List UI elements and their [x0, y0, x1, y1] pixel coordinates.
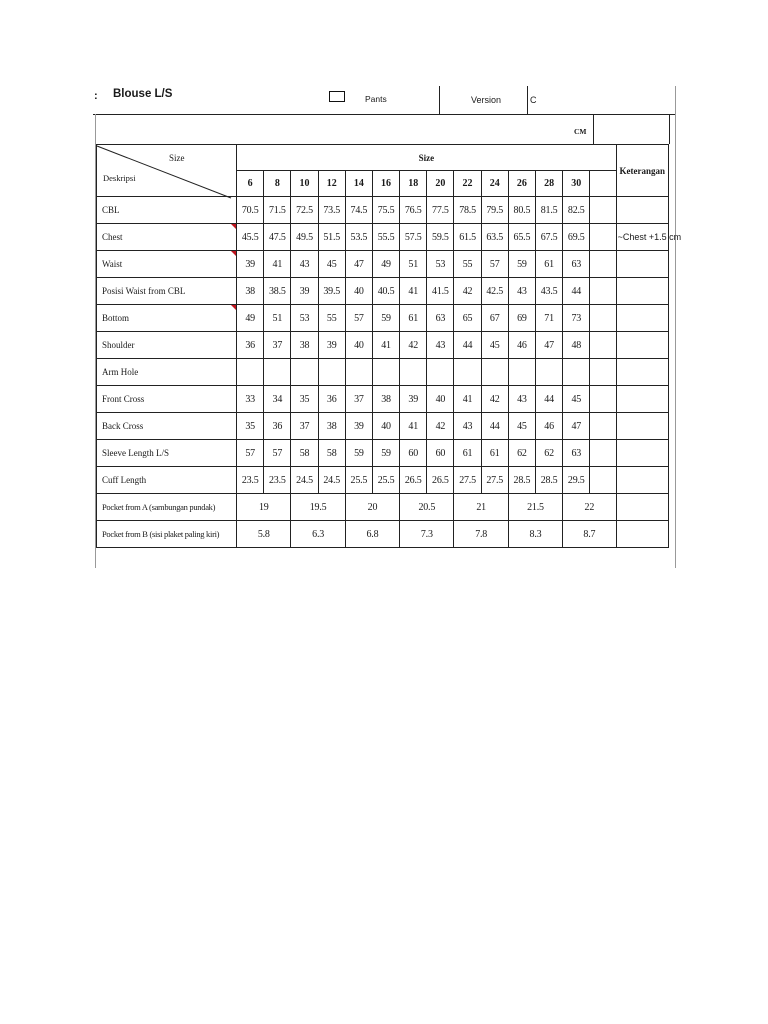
- measurement-label-text: Bottom: [102, 313, 130, 323]
- measurement-value: 63: [427, 305, 454, 332]
- measurement-value: 39: [400, 386, 427, 413]
- measurement-label: [97, 359, 237, 386]
- measurement-value: 55: [318, 305, 345, 332]
- pocket-value: 8.7: [563, 521, 616, 548]
- measurement-value: 46: [535, 413, 562, 440]
- measurement-value: 40: [372, 413, 399, 440]
- measurement-value: 47: [345, 251, 372, 278]
- comment-marker-icon: [231, 251, 236, 256]
- pocket-value: 22: [563, 494, 616, 521]
- measurement-label-text: CBL: [102, 205, 120, 215]
- measurement-value: [590, 467, 616, 494]
- measurement-value: 57: [481, 251, 508, 278]
- keterangan-note: ~Chest +1.5 cm: [616, 224, 668, 251]
- size-column-header: 14: [345, 171, 372, 197]
- measurement-value: 59.5: [427, 224, 454, 251]
- measurement-value: 41: [372, 332, 399, 359]
- measurement-value: 24.5: [291, 467, 318, 494]
- measurement-value: 63: [563, 251, 590, 278]
- measurement-value: 35: [291, 386, 318, 413]
- pocket-value: 7.3: [400, 521, 454, 548]
- measurement-value: 70.5: [237, 197, 264, 224]
- measurement-value: 44: [481, 413, 508, 440]
- measurement-value: 57: [264, 440, 291, 467]
- measurement-value: 73: [563, 305, 590, 332]
- pants-label: Pants: [365, 94, 387, 104]
- measurement-value: 27.5: [454, 467, 481, 494]
- measurement-value: 40.5: [372, 278, 399, 305]
- measurement-value: 80.5: [508, 197, 535, 224]
- pocket-value: 5.8: [237, 521, 291, 548]
- size-column-header: 16: [372, 171, 399, 197]
- measurement-value: 79.5: [481, 197, 508, 224]
- measurement-value: 59: [345, 440, 372, 467]
- keterangan-note: [616, 197, 668, 224]
- measurement-value: 67: [481, 305, 508, 332]
- measurement-value: 42: [427, 413, 454, 440]
- keterangan-header: Keterangan: [616, 145, 668, 197]
- measurement-value: 77.5: [427, 197, 454, 224]
- pocket-label: Pocket from B (sisi plaket paling kiri): [97, 521, 237, 548]
- measurement-value: 57: [237, 440, 264, 467]
- unit-label: CM: [574, 127, 587, 136]
- measurement-value: 42.5: [481, 278, 508, 305]
- unit-divider: [593, 114, 594, 144]
- measurement-value: 44: [454, 332, 481, 359]
- measurement-value: 46: [508, 332, 535, 359]
- measurement-row: [97, 278, 669, 305]
- measurement-value: 59: [372, 440, 399, 467]
- measurement-value: 41: [264, 251, 291, 278]
- measurement-value: 45: [481, 332, 508, 359]
- unit-row: [96, 114, 670, 144]
- measurement-value: 53: [427, 251, 454, 278]
- measurement-value: 36: [318, 386, 345, 413]
- measurement-value: 38.5: [264, 278, 291, 305]
- measurement-value: 61: [535, 251, 562, 278]
- size-column-header: 12: [318, 171, 345, 197]
- pocket-value: 6.8: [345, 521, 399, 548]
- measurement-value: [590, 332, 616, 359]
- measurement-value: 27.5: [481, 467, 508, 494]
- size-spec-sheet: [93, 86, 682, 568]
- measurement-value: 51: [264, 305, 291, 332]
- measurement-value: 24.5: [318, 467, 345, 494]
- keterangan-note: [616, 440, 668, 467]
- measurement-value: 51.5: [318, 224, 345, 251]
- measurement-value: 73.5: [318, 197, 345, 224]
- measurement-value: [590, 197, 616, 224]
- measurement-value: 74.5: [345, 197, 372, 224]
- header-colon: :: [94, 90, 98, 102]
- measurement-value: 65.5: [508, 224, 535, 251]
- measurement-value: 28.5: [535, 467, 562, 494]
- measurement-value: 36: [264, 413, 291, 440]
- measurement-label: [97, 251, 237, 278]
- measurement-value: [590, 413, 616, 440]
- measurement-value: [535, 359, 562, 386]
- size-group-header: Size: [237, 145, 616, 171]
- measurement-row: [97, 332, 669, 359]
- measurement-value: [264, 359, 291, 386]
- measurement-row: [97, 359, 669, 386]
- measurement-value: [590, 305, 616, 332]
- keterangan-note: [616, 359, 668, 386]
- measurement-value: 39: [237, 251, 264, 278]
- measurement-value: 33: [237, 386, 264, 413]
- measurement-value: 57: [345, 305, 372, 332]
- measurement-value: [481, 359, 508, 386]
- measurement-value: 63: [563, 440, 590, 467]
- measurement-value: 39: [291, 278, 318, 305]
- keterangan-note: [616, 332, 668, 359]
- measurement-value: 23.5: [264, 467, 291, 494]
- measurement-value: 57.5: [400, 224, 427, 251]
- measurement-row: [97, 224, 669, 251]
- measurement-label: [97, 278, 237, 305]
- measurement-row: [97, 386, 669, 413]
- comment-marker-icon: [231, 305, 236, 310]
- measurement-value: 71: [535, 305, 562, 332]
- measurement-value: 40: [345, 332, 372, 359]
- measurement-value: 51: [400, 251, 427, 278]
- measurement-value: 47: [563, 413, 590, 440]
- measurement-value: 59: [508, 251, 535, 278]
- measurement-value: 60: [427, 440, 454, 467]
- measurement-value: 37: [291, 413, 318, 440]
- measurement-value: 82.5: [563, 197, 590, 224]
- measurement-label: [97, 467, 237, 494]
- measurement-value: [345, 359, 372, 386]
- measurement-value: [318, 359, 345, 386]
- measurement-value: 61: [400, 305, 427, 332]
- measurement-value: 36: [237, 332, 264, 359]
- measurement-value: 61: [481, 440, 508, 467]
- pocket-value: 19.5: [291, 494, 345, 521]
- size-column-header: 6: [237, 171, 264, 197]
- measurement-value: [563, 359, 590, 386]
- measurement-value: [454, 359, 481, 386]
- measurement-value: 42: [454, 278, 481, 305]
- measurement-label: [97, 413, 237, 440]
- measurement-value: 55: [454, 251, 481, 278]
- measurement-value: 41: [400, 278, 427, 305]
- measurement-value: 40: [345, 278, 372, 305]
- measurement-value: 45.5: [237, 224, 264, 251]
- size-column-header: 26: [508, 171, 535, 197]
- diagonal-header-cell: [97, 145, 237, 197]
- measurement-value: 47: [535, 332, 562, 359]
- measurement-value: [590, 251, 616, 278]
- measurement-value: 44: [535, 386, 562, 413]
- measurement-value: [590, 359, 616, 386]
- header-divider: [527, 86, 528, 114]
- pants-checkbox[interactable]: [329, 91, 345, 102]
- keterangan-note: [616, 278, 668, 305]
- measurement-value: 41: [400, 413, 427, 440]
- diagonal-deskripsi-label: Deskripsi: [103, 172, 136, 183]
- measurement-value: 47.5: [264, 224, 291, 251]
- measurement-value: 45: [563, 386, 590, 413]
- size-column-header: 30: [563, 171, 590, 197]
- keterangan-note: [616, 251, 668, 278]
- measurement-label-text: Sleeve Length L/S: [102, 448, 169, 458]
- measurement-value: 76.5: [400, 197, 427, 224]
- measurement-value: 58: [291, 440, 318, 467]
- measurement-value: 63.5: [481, 224, 508, 251]
- measurement-value: 45: [508, 413, 535, 440]
- measurement-value: 41: [454, 386, 481, 413]
- measurement-row: [97, 440, 669, 467]
- size-column-header: 22: [454, 171, 481, 197]
- measurement-value: 38: [372, 386, 399, 413]
- measurement-label: [97, 440, 237, 467]
- pocket-label: Pocket from A (sambungan pundak): [97, 494, 237, 521]
- version-label: Version: [471, 95, 502, 105]
- measurement-row: [97, 251, 669, 278]
- measurement-label-text: Cuff Length: [102, 475, 147, 485]
- measurement-label: [97, 386, 237, 413]
- measurement-value: 48: [563, 332, 590, 359]
- sheet-header: [93, 86, 676, 115]
- measurement-label-text: Chest: [102, 232, 123, 242]
- keterangan-note: [616, 467, 668, 494]
- measurement-label-text: Posisi Waist from CBL: [102, 286, 186, 296]
- size-column-header: 8: [264, 171, 291, 197]
- measurement-value: 43: [454, 413, 481, 440]
- pocket-row: [97, 494, 669, 521]
- measurement-value: 37: [264, 332, 291, 359]
- measurement-value: 49: [237, 305, 264, 332]
- measurement-value: 39.5: [318, 278, 345, 305]
- measurement-value: [508, 359, 535, 386]
- measurement-value: 40: [427, 386, 454, 413]
- measurement-value: 43: [291, 251, 318, 278]
- size-header-row: [97, 145, 669, 171]
- measurement-value: [291, 359, 318, 386]
- measurement-value: 55.5: [372, 224, 399, 251]
- measurement-label: [97, 224, 237, 251]
- measurement-value: 43: [427, 332, 454, 359]
- size-column-header: 20: [427, 171, 454, 197]
- size-column-header: 24: [481, 171, 508, 197]
- measurement-value: [372, 359, 399, 386]
- measurement-value: [590, 224, 616, 251]
- keterangan-note: [616, 305, 668, 332]
- version-value: C: [530, 95, 537, 105]
- measurement-value: 81.5: [535, 197, 562, 224]
- measurement-value: 38: [318, 413, 345, 440]
- measurement-value: 49: [372, 251, 399, 278]
- pocket-value: 19: [237, 494, 291, 521]
- pocket-value: 6.3: [291, 521, 345, 548]
- measurement-value: 35: [237, 413, 264, 440]
- measurement-value: 53.5: [345, 224, 372, 251]
- keterangan-note: [616, 494, 668, 521]
- measurement-value: 23.5: [237, 467, 264, 494]
- size-column-header: 18: [400, 171, 427, 197]
- measurement-value: [427, 359, 454, 386]
- measurement-label: [97, 305, 237, 332]
- sheet-right-edge: [675, 86, 676, 568]
- pocket-value: 7.8: [454, 521, 508, 548]
- keterangan-note: [616, 521, 668, 548]
- measurement-value: [590, 440, 616, 467]
- measurement-value: 61.5: [454, 224, 481, 251]
- measurement-row: [97, 467, 669, 494]
- measurement-value: 62: [508, 440, 535, 467]
- measurement-value: 49.5: [291, 224, 318, 251]
- measurement-value: [590, 278, 616, 305]
- measurement-value: 61: [454, 440, 481, 467]
- size-column-header: 10: [291, 171, 318, 197]
- measurement-label-text: Back Cross: [102, 421, 144, 431]
- measurement-label: [97, 332, 237, 359]
- measurement-value: 78.5: [454, 197, 481, 224]
- diagonal-size-label: Size: [169, 152, 185, 163]
- measurement-value: 38: [237, 278, 264, 305]
- measurement-value: [400, 359, 427, 386]
- measurement-value: 39: [318, 332, 345, 359]
- measurement-value: 43: [508, 278, 535, 305]
- measurement-label-text: Shoulder: [102, 340, 135, 350]
- measurement-value: 65: [454, 305, 481, 332]
- measurement-row: [97, 197, 669, 224]
- measurement-value: 59: [372, 305, 399, 332]
- pocket-value: 20.5: [400, 494, 454, 521]
- measurement-label-text: Waist: [102, 259, 123, 269]
- pocket-value: 21: [454, 494, 508, 521]
- measurement-value: 71.5: [264, 197, 291, 224]
- measurement-value: 25.5: [372, 467, 399, 494]
- measurement-row: [97, 305, 669, 332]
- measurement-value: 67.5: [535, 224, 562, 251]
- pocket-value: 21.5: [508, 494, 562, 521]
- size-column-header: [590, 171, 616, 197]
- measurement-value: 26.5: [400, 467, 427, 494]
- measurement-value: 44: [563, 278, 590, 305]
- measurement-value: 37: [345, 386, 372, 413]
- measurement-value: 26.5: [427, 467, 454, 494]
- measurement-label-text: Front Cross: [102, 394, 145, 404]
- pocket-value: 8.3: [508, 521, 562, 548]
- measurement-value: 62: [535, 440, 562, 467]
- measurement-value: 34: [264, 386, 291, 413]
- measurement-label-text: Arm Hole: [102, 367, 139, 377]
- measurement-value: 43.5: [535, 278, 562, 305]
- measurement-value: 39: [345, 413, 372, 440]
- measurement-value: 38: [291, 332, 318, 359]
- comment-marker-icon: [231, 224, 236, 229]
- measurement-value: 45: [318, 251, 345, 278]
- keterangan-note: [616, 386, 668, 413]
- size-column-header: 28: [535, 171, 562, 197]
- measurement-value: 75.5: [372, 197, 399, 224]
- measurement-label: [97, 197, 237, 224]
- measurement-value: 42: [481, 386, 508, 413]
- keterangan-note: [616, 413, 668, 440]
- measurement-value: 60: [400, 440, 427, 467]
- pocket-row: [97, 521, 669, 548]
- measurement-value: 28.5: [508, 467, 535, 494]
- measurement-value: 29.5: [563, 467, 590, 494]
- measurement-value: [237, 359, 264, 386]
- garment-title: Blouse L/S: [113, 88, 173, 100]
- measurement-value: [590, 386, 616, 413]
- measurement-value: 25.5: [345, 467, 372, 494]
- measurement-value: 41.5: [427, 278, 454, 305]
- measurement-value: 69: [508, 305, 535, 332]
- diagonal-line: [97, 146, 231, 198]
- measurement-value: 58: [318, 440, 345, 467]
- measurement-value: 42: [400, 332, 427, 359]
- measurement-value: 72.5: [291, 197, 318, 224]
- pocket-value: 20: [345, 494, 399, 521]
- measurement-value: 43: [508, 386, 535, 413]
- measurement-value: 69.5: [563, 224, 590, 251]
- measurement-value: 53: [291, 305, 318, 332]
- header-divider: [439, 86, 440, 114]
- size-spec-table: [96, 144, 682, 548]
- measurement-row: [97, 413, 669, 440]
